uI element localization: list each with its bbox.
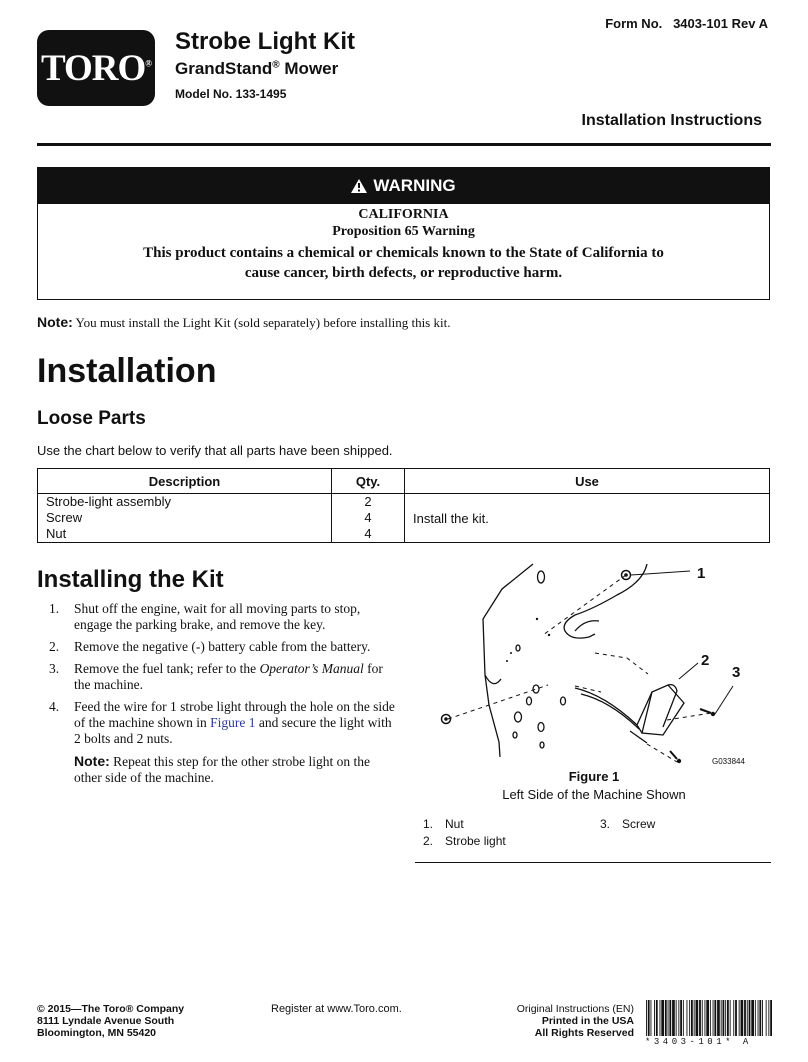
warning-line-1: CALIFORNIA [358, 207, 449, 222]
barcode-bar [714, 1000, 716, 1036]
product-subtitle: GrandStand® Mower [175, 59, 339, 78]
barcode-bar [751, 1000, 754, 1036]
barcode-bar [710, 1000, 711, 1036]
barcode-bar [706, 1000, 709, 1036]
barcode-bar [669, 1000, 671, 1036]
warning-line-3: This product contains a chemical or chemicals known to the State of California to [143, 245, 664, 261]
screw-part [670, 709, 715, 763]
barcode-bar [702, 1000, 703, 1036]
row-use: Install the kit. [405, 494, 770, 543]
column-header-description: Description [38, 469, 332, 494]
heading-installing-kit: Installing the Kit [37, 566, 224, 593]
barcode-bar [691, 1000, 693, 1036]
barcode-bar [727, 1000, 729, 1036]
barcode-bar [665, 1000, 667, 1036]
barcode-bar [646, 1000, 647, 1036]
register-link[interactable]: Register at www.Toro.com. [271, 1003, 402, 1015]
barcode-bar [725, 1000, 726, 1036]
barcode-bar [744, 1000, 746, 1036]
barcode [645, 1000, 773, 1036]
legend-item: 1. Nut [423, 817, 464, 831]
barcode-bar [680, 1000, 682, 1036]
heading-loose-parts: Loose Parts [37, 408, 146, 429]
chart-intro-text: Use the chart below to verify that all parts have been shipped. [37, 443, 393, 458]
barcode-bar [678, 1000, 679, 1036]
strobe-light-part [575, 685, 684, 743]
figure-1-link[interactable]: Figure 1 [210, 715, 256, 730]
legend-divider [415, 862, 771, 863]
page-title: Strobe Light Kit [175, 28, 355, 55]
legend-item: 2. Strobe light [423, 834, 506, 848]
barcode-bar [721, 1000, 722, 1036]
callout-2: 2 [701, 652, 710, 669]
print-info: Original Instructions (EN) Printed in the USA All Rights Reserved [516, 1003, 634, 1039]
barcode-bar [651, 1000, 652, 1036]
barcode-bar [768, 1000, 769, 1036]
barcode-bar [741, 1000, 744, 1036]
barcode-bar [723, 1000, 725, 1036]
barcode-bar [739, 1000, 740, 1036]
barcode-bar [717, 1000, 720, 1036]
row-qty: 4 [332, 510, 405, 526]
row-description: Nut [38, 526, 332, 543]
figure-legend [423, 816, 506, 850]
row-qty: 2 [332, 494, 405, 511]
barcode-bar [656, 1000, 658, 1036]
barcode-bar [755, 1000, 756, 1036]
barcode-bar [762, 1000, 763, 1036]
toro-logo: TORO® [37, 30, 155, 106]
figure-title: Left Side of the Machine Shown [502, 787, 686, 802]
barcode-bar [689, 1000, 690, 1036]
note-light-kit: Note: You must install the Light Kit (sold separately) before installing this kit. [37, 314, 451, 330]
barcode-bar [672, 1000, 675, 1036]
list-item: 1. Shut off the engine, wait for all moving parts to stop, engage the parking brake, and remove the key. [49, 601, 361, 632]
barcode-bar [661, 1000, 664, 1036]
barcode-bar [735, 1000, 737, 1036]
list-item: 3. Remove the fuel tank; refer to the Operator’s Manual for the machine. [49, 661, 383, 692]
barcode-bar [713, 1000, 714, 1036]
prop65-warning-box [37, 167, 770, 300]
header-divider [37, 143, 771, 146]
callout-3: 3 [732, 664, 741, 681]
row-description: Screw [38, 510, 332, 526]
barcode-bar [705, 1000, 706, 1036]
barcode-bar [759, 1000, 761, 1036]
warning-header [38, 168, 769, 204]
figure-legend-col2 [600, 816, 655, 833]
barcode-bar [694, 1000, 695, 1036]
list-item: 2. Remove the negative (-) battery cable from the battery. [49, 639, 371, 654]
installation-steps [37, 601, 395, 792]
form-number: Form No. 3403-101 Rev A [605, 16, 768, 31]
barcode-bar [733, 1000, 734, 1036]
step-note: Note: Repeat this step for the other strobe light on the other side of the machine. [74, 753, 370, 785]
barcode-bar [687, 1000, 688, 1036]
row-qty: 4 [332, 526, 405, 543]
loose-parts-table [37, 468, 770, 543]
barcode-bar [654, 1000, 655, 1036]
barcode-bar [696, 1000, 699, 1036]
barcode-bar [683, 1000, 684, 1036]
figure-1-diagram [415, 557, 773, 772]
barcode-bar [758, 1000, 759, 1036]
barcode-bar [668, 1000, 669, 1036]
callout-1: 1 [697, 565, 706, 582]
figure-code: G033844 [712, 757, 745, 766]
document-type: Installation Instructions [581, 112, 762, 129]
barcode-bar [747, 1000, 748, 1036]
table-row [38, 494, 770, 511]
figure-caption [415, 768, 773, 804]
barcode-bar [699, 1000, 701, 1036]
list-item: 4. Feed the wire for 1 strobe light through the hole on the side of the machine shown in Figure 1 and secure the light with 2 bolts and 2 nuts. Note: Repeat this step for the other strobe light on the other side of the machine. [49, 699, 395, 785]
barcode-text: *3403-101* A [645, 1037, 752, 1047]
heading-installation: Installation [37, 352, 217, 390]
barcode-bar [648, 1000, 650, 1036]
column-header-qty: Qty. [332, 469, 405, 494]
company-address: © 2015—The Toro® Company 8111 Lyndale Avenue South Bloomington, MN 55420 [37, 1003, 185, 1039]
barcode-bar [770, 1000, 772, 1036]
warning-line-2: Proposition 65 Warning [332, 224, 475, 239]
barcode-bar [660, 1000, 661, 1036]
warning-body [38, 206, 769, 283]
model-number: Model No. 133-1495 [175, 87, 287, 101]
legend-item: 3. Screw [600, 817, 656, 831]
barcode-bar [766, 1000, 767, 1036]
barcode-bar [730, 1000, 731, 1036]
table-header-row [38, 469, 770, 494]
barcode-bar [676, 1000, 677, 1036]
warning-line-4: cause cancer, birth defects, or reproductive harm. [244, 265, 563, 281]
row-description: Strobe-light assembly [38, 494, 332, 511]
warning-triangle-icon [351, 179, 367, 193]
figure-number: Figure 1 [568, 769, 620, 784]
column-header-use: Use [405, 469, 770, 494]
warning-heading: WARNING [373, 176, 456, 195]
barcode-bar [749, 1000, 751, 1036]
